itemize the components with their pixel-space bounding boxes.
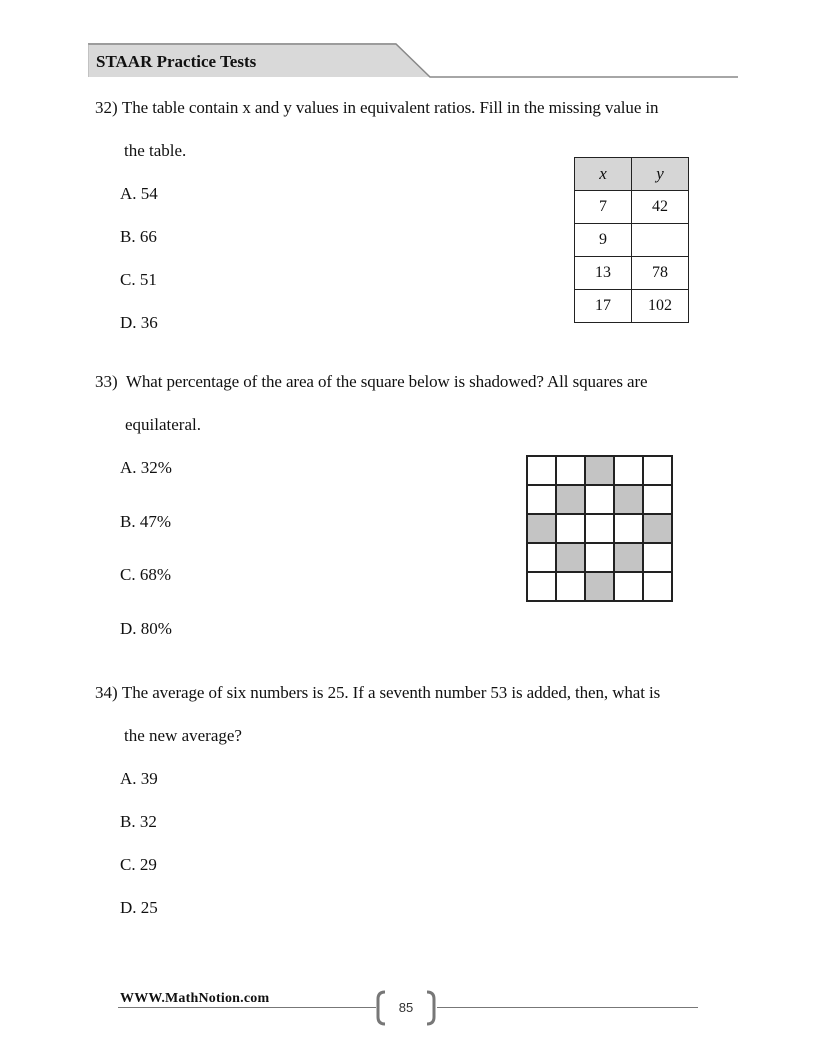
header-title: STAAR Practice Tests: [96, 52, 257, 71]
grid-cell: [527, 543, 556, 572]
choice-34-a[interactable]: A. 39: [120, 769, 158, 788]
ratio-table: [574, 157, 689, 323]
question-number: 32): [95, 98, 118, 117]
table-header-y: y: [632, 158, 689, 191]
choice-34-b[interactable]: B. 32: [120, 812, 157, 831]
grid-cell-shaded: [585, 456, 614, 485]
choice-34-d[interactable]: D. 25: [120, 898, 158, 917]
grid-cell: [614, 572, 643, 601]
grid-cell: [527, 572, 556, 601]
grid-cell: [585, 485, 614, 514]
grid-cell: [585, 514, 614, 543]
grid-cell: [556, 514, 585, 543]
question-text: The table contain x and y values in equivalent ratios. Fill in the missing value in: [121, 98, 659, 117]
table-cell: 13: [575, 257, 632, 290]
table-header-x: x: [575, 158, 632, 191]
grid-cell: [585, 543, 614, 572]
choice-32-c[interactable]: C. 51: [120, 270, 157, 289]
grid-cell-shaded: [614, 543, 643, 572]
question-33-line2: equilateral.: [125, 415, 201, 434]
table-cell: 42: [632, 191, 689, 224]
table-row: [575, 257, 689, 290]
choice-33-c[interactable]: C. 68%: [120, 565, 171, 584]
question-text: What percentage of the area of the square below is shadowed? All squares are: [125, 372, 648, 391]
grid-cell: [556, 572, 585, 601]
grid-cell: [643, 572, 672, 601]
choice-33-a[interactable]: A. 32%: [120, 458, 172, 477]
grid-cell-shaded: [527, 514, 556, 543]
page-header: [88, 43, 740, 79]
grid-cell: [614, 456, 643, 485]
grid-cell: [643, 485, 672, 514]
grid-cell: [614, 514, 643, 543]
question-34-line2: the new average?: [124, 726, 242, 745]
table-row: [575, 290, 689, 323]
question-number: 34): [95, 683, 118, 702]
grid-cell: [643, 456, 672, 485]
footer-page-bracket: [375, 990, 437, 1026]
table-cell: 17: [575, 290, 632, 323]
choice-32-b[interactable]: B. 66: [120, 227, 157, 246]
choice-34-c[interactable]: C. 29: [120, 855, 157, 874]
choice-32-a[interactable]: A. 54: [120, 184, 158, 203]
grid-cell-shaded: [614, 485, 643, 514]
question-text: The average of six numbers is 25. If a seventh number 53 is added, then, what is: [121, 683, 661, 702]
table-cell: 78: [632, 257, 689, 290]
shaded-square-grid: [526, 455, 673, 602]
table-row: [575, 224, 689, 257]
table-cell-missing: [632, 224, 689, 257]
question-number: 33): [95, 372, 118, 391]
question-32-line2: the table.: [124, 141, 187, 160]
grid-cell-shaded: [585, 572, 614, 601]
choice-32-d[interactable]: D. 36: [120, 313, 158, 332]
table-header-row: [575, 158, 689, 191]
page-number: 85: [398, 1000, 414, 1015]
table-row: [575, 191, 689, 224]
grid-cell-shaded: [556, 485, 585, 514]
grid-cell-shaded: [643, 514, 672, 543]
table-cell: 102: [632, 290, 689, 323]
footer-website: WWW.MathNotion.com: [120, 991, 270, 1006]
grid-cell: [556, 456, 585, 485]
footer-divider-left: [118, 1007, 376, 1008]
grid-cell-shaded: [556, 543, 585, 572]
footer-divider-right: [437, 1007, 698, 1008]
question-32-line1: [95, 99, 658, 116]
choice-33-d[interactable]: D. 80%: [120, 619, 172, 638]
question-34-line1: [95, 684, 660, 701]
grid-cell: [527, 456, 556, 485]
question-33-line1: [95, 373, 647, 390]
choice-33-b[interactable]: B. 47%: [120, 512, 171, 531]
table-cell: 9: [575, 224, 632, 257]
table-cell: 7: [575, 191, 632, 224]
grid-cell: [643, 543, 672, 572]
grid-cell: [527, 485, 556, 514]
